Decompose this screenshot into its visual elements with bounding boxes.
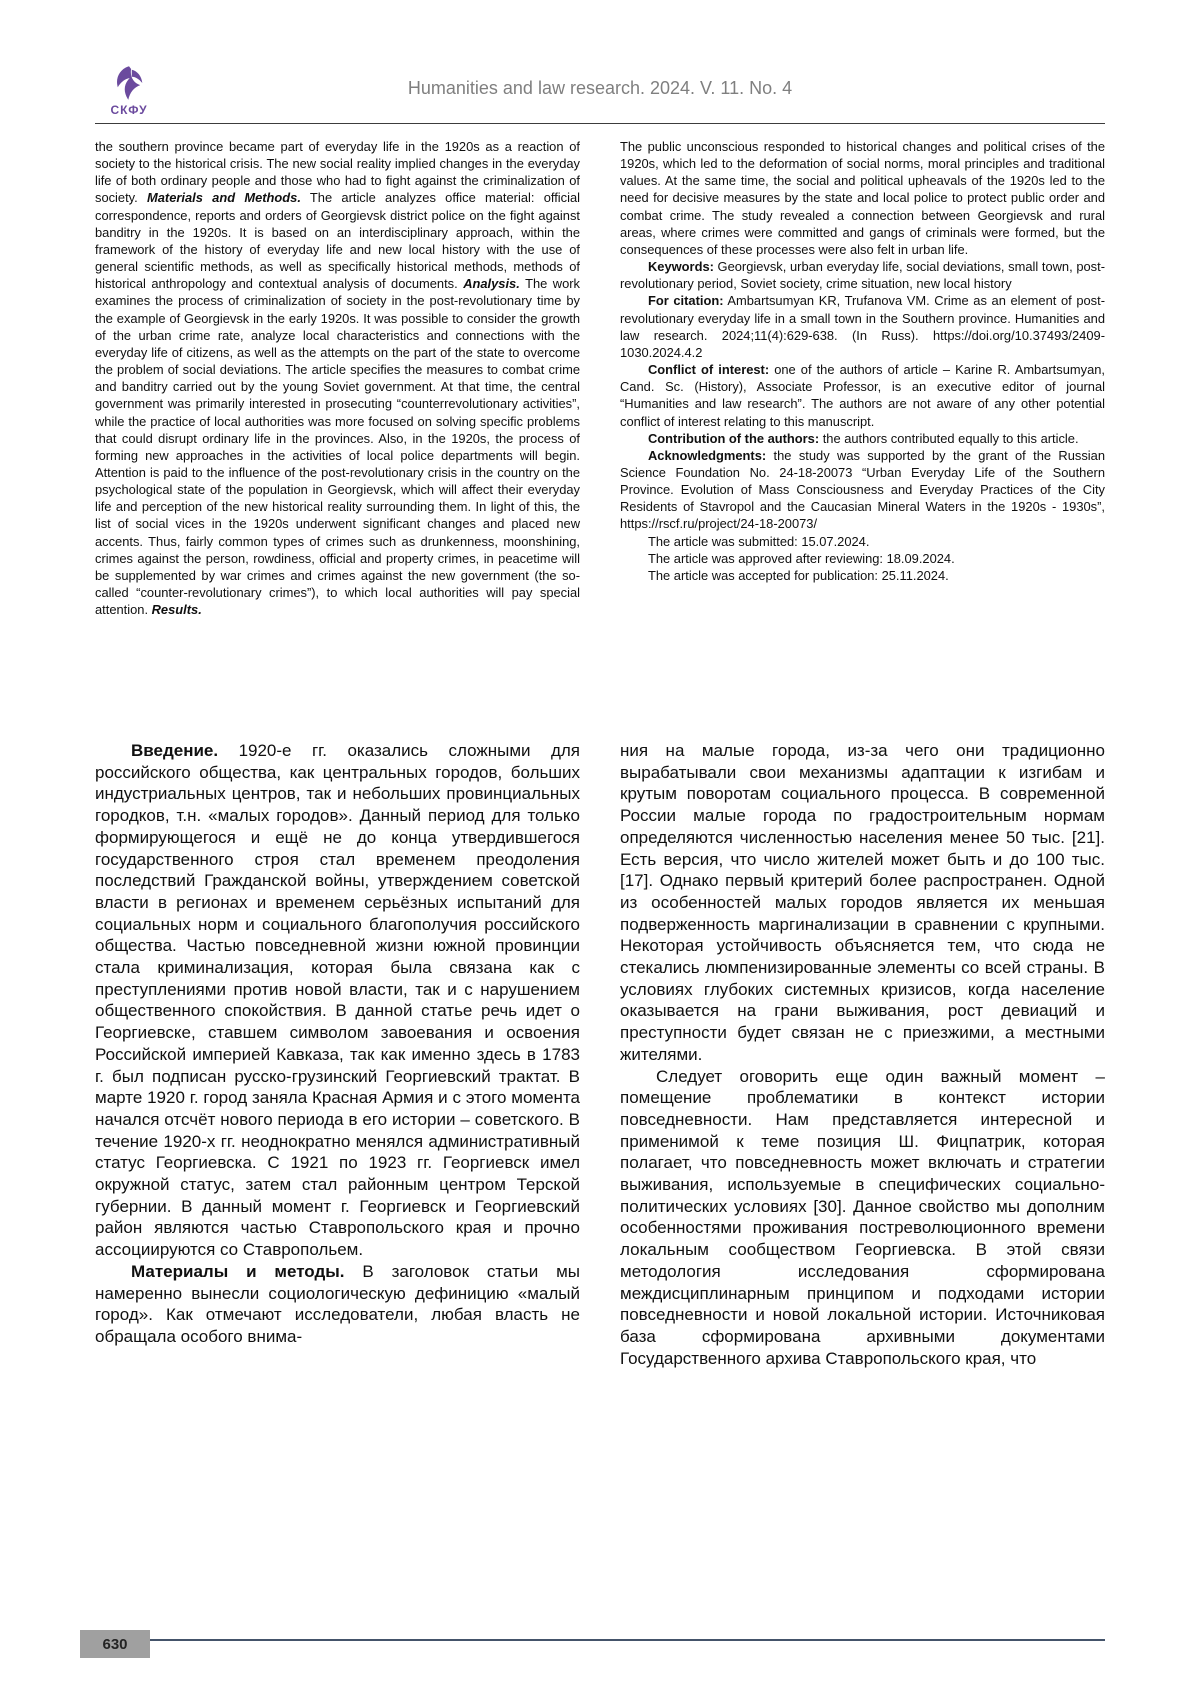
text-segment: For citation: — [648, 293, 724, 309]
journal-header-title: Humanities and law research. 2024. V. 11. No. 4 — [407, 78, 793, 98]
article-body-section — [95, 740, 1105, 1369]
text-segment: Следует оговорить еще один важный момент – помещение проблематики в контекст истории повседневности. Нам представляется интересной и применимой к теме позиция Ш. Фицпатрик, которая полагает, что повседневность может включать и стратегии выживания, используемые в специфических социально-политических условиях [30]. Данное свойство мы дополним особенностями проживания постреволюционного времени локальным сообществом Георгиевска. В этой связи методология исследования сформирована междисциплинарным принципом и подходами истории повседневности и новой локальной истории. Источниковая база сформирована архивными документами Государственного архива Ставропольского края, что — [620, 1066, 1105, 1368]
paragraph — [620, 138, 1105, 258]
text-segment: Ambartsumyan KR, Trufanova VM. Crime as an element of post-revolutionary everyday life in a small town in the Southern province. Humanities and law research. 2024;11(4):629-638. (In Russ). — [620, 293, 1105, 343]
text-segment: the study was supported by the grant of the Russian Science Foundation No. 24-18-20073 “Urban Everyday Life of the Southern Province. Evolution of Mass Consciousness and Everyday Practices of the City Residents of Stavropol and the Caucasian Mineral Waters in the 1920s - 1930s”, — [620, 447, 1105, 515]
body-left-column — [95, 740, 580, 1369]
text-segment: Conflict of interest: — [648, 362, 770, 378]
text-segment: Введение. — [131, 741, 219, 760]
paragraph — [95, 1261, 580, 1348]
abstract-section — [95, 138, 1105, 618]
paragraph — [620, 550, 1105, 567]
text-segment: one of the authors of article – Karine R. Ambartsumyan, Cand. Sc. (History), Associate Professor, is an executive editor of journal “Humanities and law research”. The authors are not aware of any other potential conflict of interest relating to this manuscript. — [620, 362, 1105, 429]
footer-divider — [150, 1639, 1105, 1641]
abstract-right-column — [620, 138, 1105, 618]
url-text[interactable]: https://doi.org/10.37493/2409-1030.2024.4.2 — [620, 327, 1105, 360]
text-segment: Results. — [151, 602, 202, 618]
paragraph — [620, 361, 1105, 430]
text-segment: Georgievsk, urban everyday life, social deviations, small town, post-revolutionary period, Soviet society, crime situation, new local history — [620, 259, 1105, 292]
page-number: 630 — [80, 1630, 150, 1658]
header-divider — [95, 123, 1105, 124]
paragraph — [620, 430, 1105, 447]
url-text[interactable]: https://rscf.ru/project/24-18-20073/ — [620, 516, 818, 532]
text-segment: the authors contributed equally to this article. — [819, 430, 1079, 446]
paragraph — [95, 740, 580, 1261]
text-segment: Analysis. — [463, 276, 520, 292]
paragraph — [620, 292, 1105, 361]
paragraph — [620, 1066, 1105, 1370]
paragraph — [620, 740, 1105, 1066]
text-segment: the southern province became part of everyday life in the 1920s as a reaction of society to the historical crisis. The new social reality implied changes in the everyday life of both ordinary people and those who had to fight against the criminalization of society. — [95, 139, 580, 206]
body-right-column — [620, 740, 1105, 1369]
text-segment: В заголовок статьи мы намеренно вынесли социологическую дефиницию «малый город». Как отмечают исследователи, любая власть не обращала особого внима- — [95, 1261, 580, 1346]
text-segment: The article was approved after reviewing: 18.09.2024. — [648, 550, 955, 566]
paragraph — [620, 258, 1105, 292]
logo-text: СКФУ — [110, 103, 148, 117]
text-segment: Acknowledgments: — [648, 447, 767, 463]
paragraph — [620, 533, 1105, 550]
text-segment: ния на малые города, из-за чего они традиционно вырабатывали свои механизмы адаптации к изгибам и крутым поворотам социального процесса. В современной России малые города по градостроительным нормам определяются численностью населения менее 50 тыс. [21]. Есть версия, что число жителей может быть и до 100 тыс. [17]. Однако первый критерий более распространен. Одной из особенностей малых городов является их меньшая подверженность маргинализации в сравнении с крупными. Некоторая устойчивость объясняется тем, что сюда не стекались люмпенизированные элементы со всей страны. В условиях глубоких системных кризисов, когда население оказывается на грани выживания, рост девиаций и преступности будет связан не с приезжими, а местными жителями. — [620, 741, 1105, 1064]
text-segment: The article was accepted for publication: 25.11.2024. — [648, 567, 949, 583]
paragraph — [620, 447, 1105, 533]
text-segment: Contribution of the authors: — [648, 430, 820, 446]
text-segment: Keywords: — [648, 259, 714, 275]
paragraph — [95, 138, 580, 618]
text-segment: 1920-е гг. оказались сложными для российского общества, как центральных городов, больших индустриальных центров, так и небольших провинциальных городков, т.н. «малых городов». Данный период для только формирующегося и ещё не до конца утвердившегося государственного строя стал временем преодоления последствий Гражданской войны, утверждением советской власти в регионах и временем серьёзных испытаний для социальных норм и социального благополучия российского общества. Частью повседневной жизни южной провинции стала криминализация, которая была связана как с преступлениями против новой власти, так и с нарушением общественного спокойствия. В данной статье речь идет о Георгиевске, ставшем символом завоевания и освоения Российской империей Кавказа, так как именно здесь в 1783 г. был подписан русско-грузинский Георгиевский трактат. В марте 1920 г. город заняла Красная Армия и с этого момента начался отсчёт нового периода в его истории – советского. В течение 1920-х гг. неоднократно менялся административный статус Георгиевска. С 1921 по 1923 гг. Георгиевск имел окружной статус, затем стал районным центром Терской губернии. В данный момент г. Георгиевск и Георгиевский район являются частью Ставропольского края и прочно ассоциируются со Ставропольем. — [95, 741, 580, 1260]
text-segment: Материалы и методы. — [131, 1261, 345, 1281]
abstract-left-column — [95, 138, 580, 618]
page-header — [95, 64, 1105, 124]
text-segment: The public unconscious responded to historical changes and political crises of the 1920s, which led to the deformation of social norms, moral principles and traditional values. At the same time, the social and political upheavals of the 1920s led to the need for decisive measures by the state and local police to protect public order and combat crime. The study revealed a connection between Georgievsk and rural areas, where crimes were committed and gangs of criminals were formed, but the consequences of these processes were also felt in urban life. — [620, 139, 1105, 257]
text-segment: The work examines the process of criminalization of society in the post-revolutionary time by the example of Georgievsk in the early 1920s. It was possible to consider the growth of the urban crime rate, analyze local characteristics and connections with the everyday life of citizens, as well as the attempts on the part of the state to overcome the problem of social deviations. The article specifies the measures to combat crime and banditry carried out by the young Soviet government. At that time, the central government was primarily interested in prosecuting “counterrevolutionary activities”, while the practice of local authorities was more focused on solving specific problems that could disrupt ordinary life in the provinces. Also, in the 1920s, the process of forming new approaches in the activities of local police departments will begin. Attention is paid to the influence of the post-revolutionary crisis in the country on the psychological state of the population in Georgievsk, which will affect their everyday life and perception of the new historical reality surrounding them. In light of this, the list of social vices in the 1920s underwent significant changes and placed new accents. Thus, fairly common types of crimes such as drunkenness, moonshining, crimes against the person, rowdiness, official and property crimes, in peacetime will be supplemented by war crimes and crimes against the new government (the so-called “counter-revolutionary crimes”), to which local authorities will pay special attention. — [95, 276, 581, 618]
text-segment: The article was submitted: 15.07.2024. — [648, 533, 870, 549]
paragraph — [620, 567, 1105, 584]
text-segment: Materials and Methods. — [147, 190, 301, 206]
text-segment: The article analyzes office material: official correspondence, reports and orders of Georgievsk district police on the fight against banditry in the 1920s. It is based on an interdisciplinary approach, within the framework of the history of everyday life and new local history with the use of general scientific methods, as well as specifically historical methods, methods of historical anthropology and contextual analysis of documents. — [95, 190, 580, 292]
